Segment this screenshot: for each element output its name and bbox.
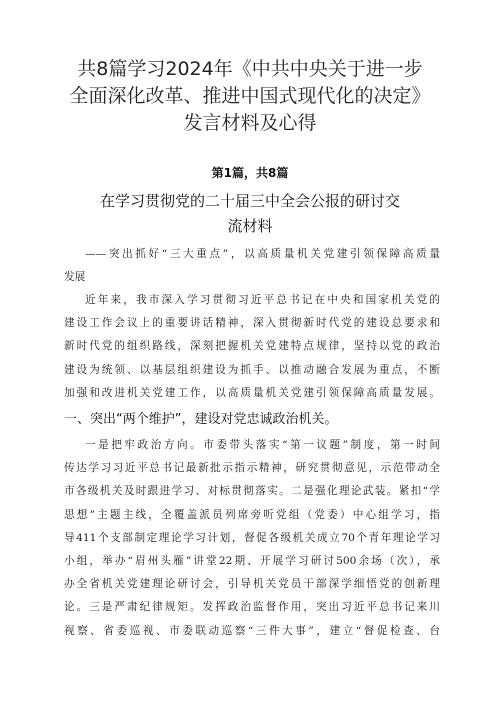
document-title [40, 56, 460, 137]
intro-line-3: 新时代党的组织路线，深刻把握机关党建特点规律，坚持以党的政治 [64, 340, 440, 353]
section-title-line-1: 在学习贯彻党的二十届三中全会公报的研讨交 [99, 192, 400, 210]
section-subtitle [64, 243, 440, 289]
section-title-line-2: 流材料 [227, 217, 273, 235]
title-line-1: 共8篇学习2024年《中共中央关于进一步 [77, 58, 423, 80]
body1-line-3: 市各级机关及时跟进学习、对标贯彻落实。二是强化理论武装。紧扣“学 [64, 485, 440, 498]
title-line-2: 全面深化改革、推进中国式现代化的决定》 [69, 85, 431, 107]
section-title [90, 189, 410, 239]
title-line-3: 发言材料及心得 [183, 112, 317, 134]
body1-line-7: 办全省机关党建理论研讨会，引导机关党员干部深学细悟党的创新理 [64, 578, 440, 591]
subtitle-line-2: 发展 [64, 271, 86, 284]
intro-line-1: 近年来，我市深入学习贯彻习近平总书记在中央和国家机关党的 [85, 294, 440, 306]
body1-line-1: 一是把牢政治方向。市委带头落实“第一议题”制度，第一时间 [85, 439, 440, 451]
subtitle-line-1: ——突出抓好“三大重点”，以高质量机关党建引领保障高质量 [85, 248, 440, 260]
heading-section-1: 一、突出“两个维护”，建设对党忠诚政治机关。 [64, 412, 338, 427]
body1-line-4: 思想”主题主线，全覆盖派员列席旁听党组（党委）中心组学习，指 [64, 508, 440, 521]
intro-line-5: 加强和改进机关党建工作，以高质量机关党建引领保障高质量发展。 [64, 386, 440, 399]
intro-line-4: 建设为统领、以基层组织建设为抓手、以推动融合发展为重点，不断 [64, 363, 440, 376]
intro-line-2: 建设工作会议上的重要讲话精神，深入贯彻新时代党的建设总要求和 [64, 317, 440, 330]
intro-paragraph [64, 289, 440, 405]
body1-line-5: 导411个支部制定理论学习计划，督促各级机关成立70个青年理论学习 [64, 531, 440, 544]
part-label: 第1篇，共8篇 [211, 166, 289, 180]
body1-line-6: 小组，举办“眉州头雁”讲堂22期、开展学习研讨500余场（次），承 [64, 554, 440, 567]
body-paragraph-1 [64, 434, 440, 643]
body1-line-8: 论。三是严肃纪律规矩。发挥政治监督作用，突出习近平总书记来川 [64, 601, 440, 614]
body1-line-2: 传达学习习近平总书记最新批示指示精神，研究贯彻意见，示范带动全 [64, 462, 440, 475]
body1-line-9: 视察、省委巡视、市委联动巡察“三件大事”，建立“督促检查、台 [64, 624, 440, 637]
